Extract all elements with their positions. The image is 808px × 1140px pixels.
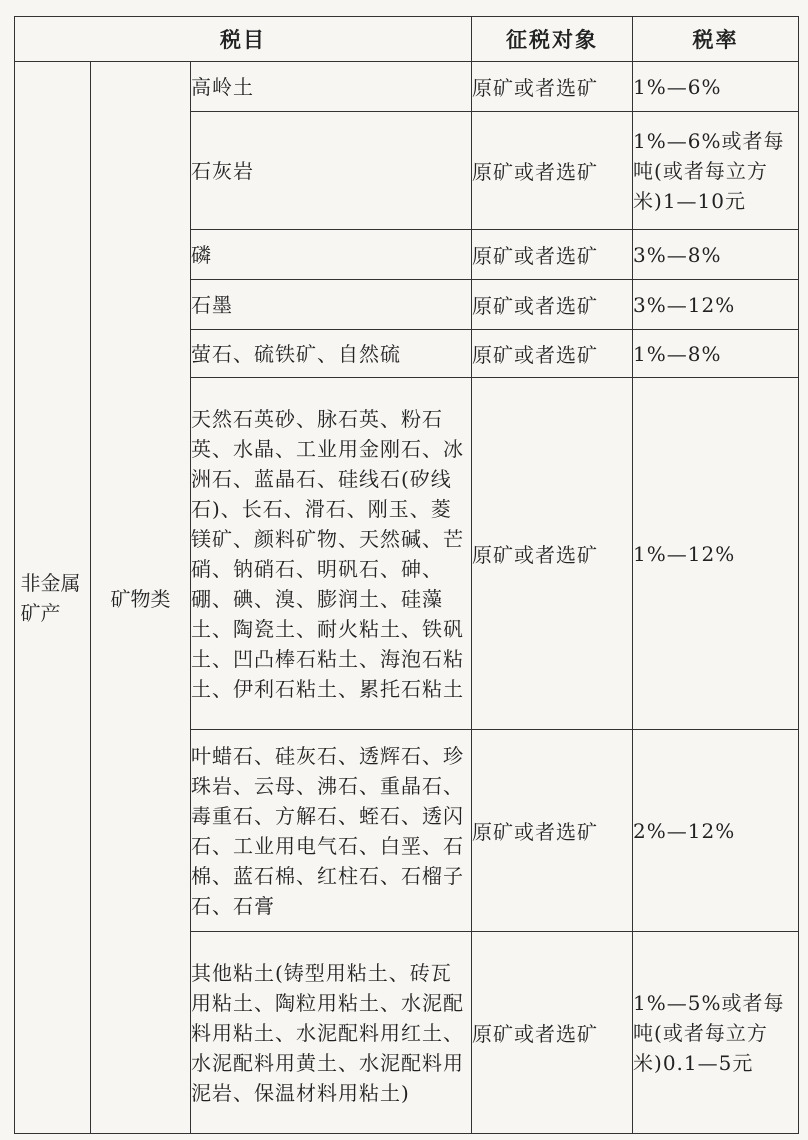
row-object: 原矿或者选矿 xyxy=(472,62,633,112)
row-item: 高岭土 xyxy=(191,62,472,112)
row-item: 其他粘土(铸型用粘土、砖瓦用粘土、陶粒用粘土、水泥配料用粘土、水泥配料用红土、水泥配料用黄土、水泥配料用泥岩、保温材料用粘土) xyxy=(191,932,472,1134)
tax-rate-table xyxy=(14,16,799,1134)
row-rate: 1%—6%或者每吨(或者每立方米)1—10元 xyxy=(633,112,799,230)
subcategory-cell: 矿物类 xyxy=(91,62,191,1134)
category-label: 非金属矿产 xyxy=(20,570,81,625)
header-tax-item: 税目 xyxy=(15,17,472,62)
row-object: 原矿或者选矿 xyxy=(472,932,633,1134)
row-item: 石墨 xyxy=(191,280,472,330)
row-rate: 1%—6% xyxy=(633,62,799,112)
row-object: 原矿或者选矿 xyxy=(472,112,633,230)
row-item: 石灰岩 xyxy=(191,112,472,230)
table-row xyxy=(15,62,799,112)
header-tax-rate: 税率 xyxy=(633,17,799,62)
row-rate: 1%—8% xyxy=(633,330,799,378)
row-rate: 3%—12% xyxy=(633,280,799,330)
row-object: 原矿或者选矿 xyxy=(472,378,633,730)
row-item: 磷 xyxy=(191,230,472,280)
row-object: 原矿或者选矿 xyxy=(472,330,633,378)
category-cell xyxy=(15,62,91,1134)
row-object: 原矿或者选矿 xyxy=(472,730,633,932)
row-item: 天然石英砂、脉石英、粉石英、水晶、工业用金刚石、冰洲石、蓝晶石、硅线石(矽线石)、长石、滑石、刚玉、菱镁矿、颜料矿物、天然碱、芒硝、钠硝石、明矾石、砷、硼、碘、溴、膨润土、硅藻土、陶瓷土、耐火粘土、铁矾土、凹凸棒石粘土、海泡石粘土、伊利石粘土、累托石粘土 xyxy=(191,378,472,730)
table-header-row xyxy=(15,17,799,62)
row-item: 叶蜡石、硅灰石、透辉石、珍珠岩、云母、沸石、重晶石、毒重石、方解石、蛭石、透闪石、工业用电气石、白垩、石棉、蓝石棉、红柱石、石榴子石、石膏 xyxy=(191,730,472,932)
row-object: 原矿或者选矿 xyxy=(472,280,633,330)
row-rate: 2%—12% xyxy=(633,730,799,932)
row-rate: 3%—8% xyxy=(633,230,799,280)
header-tax-object: 征税对象 xyxy=(472,17,633,62)
row-object: 原矿或者选矿 xyxy=(472,230,633,280)
row-rate: 1%—12% xyxy=(633,378,799,730)
row-rate: 1%—5%或者每吨(或者每立方米)0.1—5元 xyxy=(633,932,799,1134)
row-item: 萤石、硫铁矿、自然硫 xyxy=(191,330,472,378)
